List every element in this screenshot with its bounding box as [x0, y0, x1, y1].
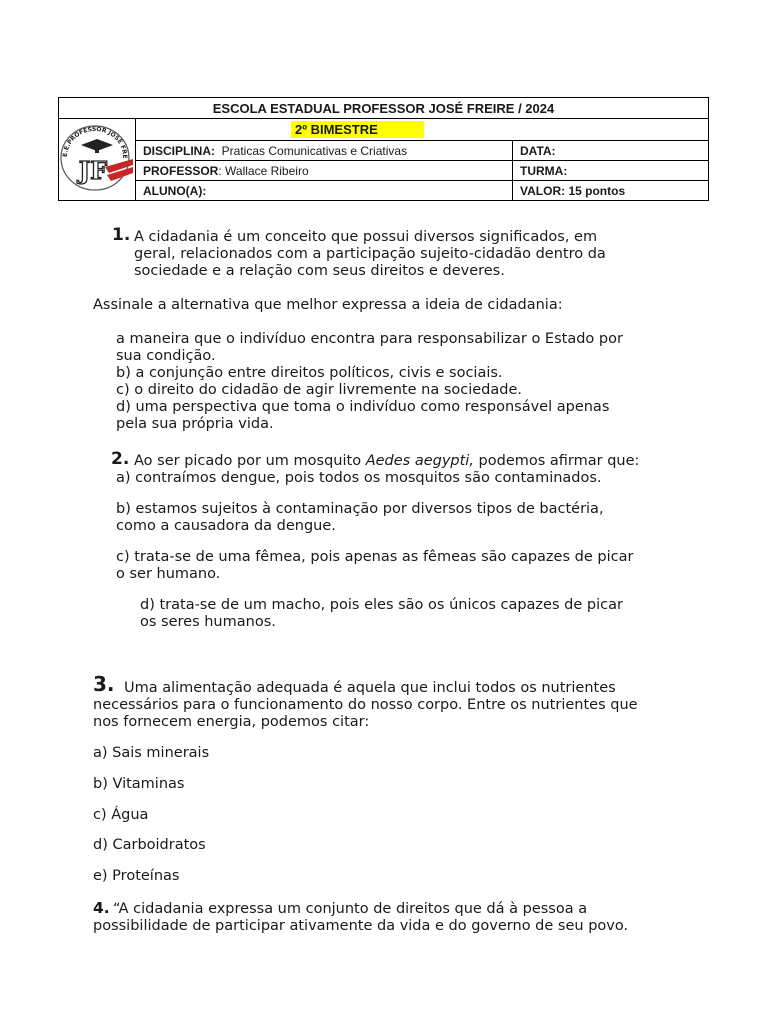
q1-option-b: b) a conjunção entre direitos políticos, civis e sociais.: [116, 365, 503, 381]
professor-label: PROFESSOR: [143, 163, 219, 178]
q4-text-line2: possibilidade de participar ativamente da vida e do governo de seu povo.: [93, 918, 629, 934]
q2-option-b: b) estamos sujeitos à contaminação por diversos tipos de bactéria,: [116, 501, 604, 517]
aluno-cell: [136, 181, 513, 201]
q2-option-d-cont: os seres humanos.: [140, 614, 276, 630]
disciplina-label: DISCIPLINA:: [143, 143, 215, 158]
q3-option-b: b) Vitaminas: [93, 776, 185, 792]
q3-option-d: d) Carboidratos: [93, 837, 206, 853]
q2-option-c-cont: o ser humano.: [116, 566, 221, 582]
school-logo-icon: [59, 123, 135, 193]
q2-option-b-cont: como a causadora da dengue.: [116, 518, 336, 534]
q4-text-line1: “A cidadania expressa um conjunto de direitos que dá à pessoa a: [113, 901, 588, 917]
disciplina-cell: [136, 141, 513, 161]
q2-option-a: a) contraímos dengue, pois todos os mosquitos são contaminados.: [116, 470, 602, 486]
q2-option-d: d) trata-se de um macho, pois eles são os únicos capazes de picar: [140, 597, 623, 613]
q2-stem-italic: Aedes aegypti,: [365, 453, 474, 469]
q3-number: 3.: [93, 672, 115, 696]
bimestre: 2º BIMESTRE: [291, 121, 424, 138]
q1-option-line: a maneira que o indivíduo encontra para responsabilizar o Estado por: [116, 331, 623, 347]
q3-option-e: e) Proteínas: [93, 868, 180, 884]
svg-text:JF: JF: [78, 156, 108, 185]
q3-text-line2: necessários para o funcionamento do nosso corpo. Entre os nutrientes que: [93, 697, 638, 713]
q1-option-c: c) o direito do cidadão de agir livremente na sociedade.: [116, 382, 522, 398]
q1-text-line2: geral, relacionados com a participação sujeito-cidadão dentro da: [134, 246, 606, 262]
valor-label: VALOR: 15 pontos: [520, 183, 626, 198]
q1-option-line: pela sua própria vida.: [116, 416, 274, 432]
q2-number: 2.: [111, 449, 130, 469]
q1-option-line: sua condição.: [116, 348, 216, 364]
aluno-label: ALUNO(A):: [143, 183, 207, 198]
q4-number: 4.: [93, 899, 110, 917]
professor-value: : Wallace Ribeiro: [218, 163, 309, 178]
svg-text:E.E.PROFESSOR JOSÉ FREIRE: E.E.PROFESSOR JOSÉ FRE: [61, 125, 129, 159]
disciplina-value: Praticas Comunicativas e Criativas: [221, 143, 408, 158]
school-name: ESCOLA ESTADUAL PROFESSOR JOSÉ FREIRE / 2024: [59, 98, 709, 119]
data-cell: [513, 141, 709, 161]
q3-text-line3: nos fornecem energia, podemos citar:: [93, 714, 370, 730]
q3-option-c: c) Água: [93, 807, 149, 823]
q1-prompt: Assinale a alternativa que melhor expressa a ideia de cidadania:: [93, 297, 563, 313]
turma-cell: [513, 161, 709, 181]
bimestre-cell: [136, 119, 709, 141]
school-logo: [59, 119, 136, 201]
q2-stem: [134, 453, 639, 470]
header-table: [58, 97, 709, 201]
q1-option-d: d) uma perspectiva que toma o indivíduo como responsável apenas: [116, 399, 610, 415]
data-label: DATA:: [520, 143, 556, 158]
q1-text-line1: A cidadania é um conceito que possui diversos significados, em: [134, 229, 598, 245]
q2-stem-end: podemos afirmar que:: [473, 453, 640, 469]
q3-text-line1: Uma alimentação adequada é aquela que inclui todos os nutrientes: [124, 680, 616, 696]
q2-option-c: c) trata-se de uma fêmea, pois apenas as fêmeas são capazes de picar: [116, 549, 634, 565]
q2-stem-start: Ao ser picado por um mosquito: [134, 453, 366, 469]
professor-cell: [136, 161, 513, 181]
q1-text-line3: sociedade e a relação com seus direitos e deveres.: [134, 263, 505, 279]
valor-cell: [513, 181, 709, 201]
q3-option-a: a) Sais minerais: [93, 745, 210, 761]
q1-number: 1.: [112, 225, 131, 245]
turma-label: TURMA:: [520, 163, 568, 178]
